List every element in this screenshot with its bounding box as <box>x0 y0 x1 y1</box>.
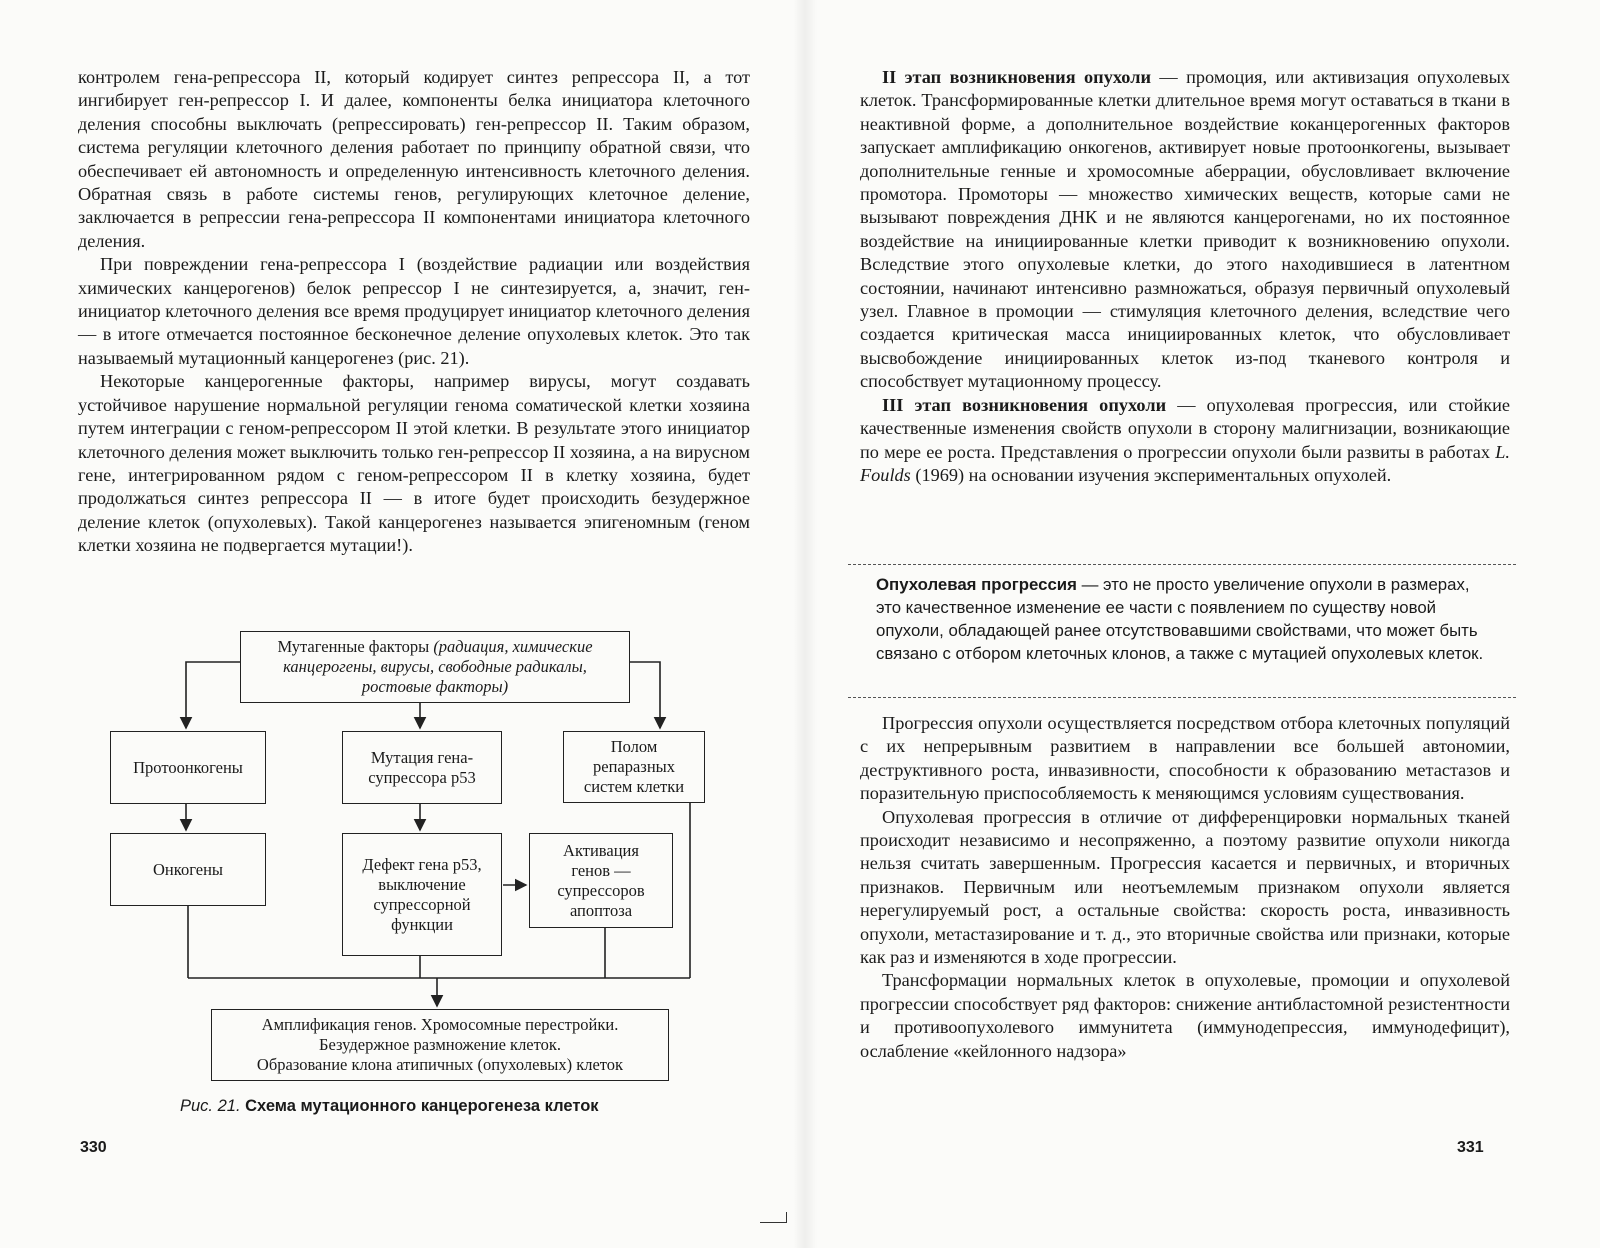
left-paragraph-1: контролем гена-репрессора II, который кодирует синтез репрессора II, а тот ингибирует ген-репрессор I. И далее, компоненты белка инициатора клеточного деления способны выключать (репрессировать) ген-репрессор II. Таким образом, система регуляции клеточного деления работает по принципу обратной связи, что обеспечивает ей автономность и определенную интенсивность клеточного деления. Обратная связь в работе системы генов, регулирующих клеточное деление, заключается в репрессии гена-репрессора II компонентами инициатора клеточного деления. <box>78 67 750 251</box>
diagram-box-p53-defect <box>342 833 502 956</box>
diagram-box-apoptosis-suppressors <box>529 833 673 928</box>
p53-defect-label: Дефект гена p53, выключение супрессорной функции <box>362 854 482 934</box>
diagram-box-gene-amplification <box>211 1009 669 1081</box>
amplification-line-2: Безудержное размножение клеток. <box>318 1035 562 1054</box>
stage-3-text-after: (1969) на основании изучения экспериментальных опухолей. <box>910 464 1392 485</box>
p53-mutation-label: Мутация гена-супрессора p53 <box>368 747 476 787</box>
left-text-column <box>78 66 750 558</box>
stage-3-paragraph <box>860 394 1510 488</box>
left-page <box>0 0 790 1248</box>
definition-callout <box>848 564 1516 698</box>
definition-term: Опухолевая прогрессия <box>876 575 1077 594</box>
oncogenes-label: Онкогены <box>153 859 223 879</box>
mutagenic-examples: (радиация, химические канцерогены, вирусы, свободные радикалы, ростовые факторы) <box>283 637 593 696</box>
book-gutter <box>793 0 817 1248</box>
left-paragraph-3: Некоторые канцерогенные факторы, например вирусы, могут создавать устойчивое нарушение нормальной регуляции генома соматической клетки хозяина путем интеграции с геном-репрессором II этой клетки. В результате этого инициатор клеточного деления может выключить только ген-репрессор II хозяина, а на вирусном гене, интегрированном рядом с геном-репрессором II в клетку хозяина, будет продолжаться синтез репрессора II — в итоге будет происходить безудержное деление клеток (опухолевых). Такой канцерогенез называется эпигеномным (геном клетки хозяина не подвергается мутации!). <box>78 371 750 556</box>
amplification-line-3: Образование клона атипичных (опухолевых) клеток <box>256 1055 624 1074</box>
definition-body: — это не просто увеличение опухоли в размерах, это качественное изменение ее части с появлением по существу новой опухоли, обладающей ранее отсутствовавшими свойствами, что может быть связано с отбором клеточных клонов, а также с мутацией опухолевых клеток. <box>876 575 1484 663</box>
stage-3-author: L. Foulds <box>860 441 1510 485</box>
repair-failure-label: Полом репаразных систем клетки <box>583 737 685 796</box>
definition-text <box>876 573 1488 665</box>
figure-caption-prefix: Рис. 21. <box>180 1097 241 1115</box>
left-paragraph-2: При повреждении гена-репрессора I (воздействие радиации или воздействия химических канцерогенов) белок репрессор I не синтезируется, а, значит, ген-инициатор клеточного деления все время продуцирует инициатор клеточного деления — в итоге отмечается постоянное бесконечное деление опухолевых клеток. Это так называемый мутационный канцерогенез (рис. 21). <box>78 254 750 368</box>
stage-2-paragraph <box>860 66 1510 394</box>
page-number-left: 330 <box>80 1139 107 1156</box>
right-paragraph-1: Прогрессия опухоли осуществляется посредством отбора клеточных популяций с их непрерывным развитием в направлении все большей автономии, деструктивного роста, инвазивности, способности к образованию метастазов и поразительную приспособляемость к меняющимся условиям существования. <box>860 713 1510 804</box>
spine-mark <box>760 1212 787 1223</box>
figure-caption <box>180 1097 599 1116</box>
right-page <box>820 0 1600 1248</box>
stage-3-heading: III этап возникновения опухоли <box>882 394 1167 415</box>
apoptosis-suppressors-label: Активация генов — супрессоров апоптоза <box>557 840 645 920</box>
right-paragraph-2: Опухолевая прогрессия в отличие от дифференцировки нормальных тканей происходит независимо и несопряженно, а поэтому развитие опухоли никогда нельзя считать завершенным. Прогрессия касается и первичных, и вторичных признаков. Первичным или неотъемлемым признаком опухоли является нерегулируемый рост, а остальные свойства: скорость роста, инвазивность опухоли, метастазирование и т. д., это вторичные свойства или признаки, которые как раз и изменяются в ходе прогрессии. <box>860 806 1510 968</box>
diagram-box-oncogenes <box>110 833 266 906</box>
right-text-column-bottom <box>860 712 1510 1063</box>
diagram-box-repair-failure <box>563 731 705 803</box>
amplification-line-1: Амплификация генов. Хромосомные перестройки. <box>261 1015 619 1034</box>
page-number-right: 331 <box>1457 1139 1484 1156</box>
right-paragraph-3: Трансформации нормальных клеток в опухолевые, промоции и опухолевой прогрессии способствует ряд факторов: снижение антибластомной резистентности и противоопухолевого иммунитета (иммунодепрессия, иммунодефицит), ослабление «кейлонного надзора» <box>860 970 1510 1061</box>
diagram-box-protooncogenes <box>110 731 266 804</box>
stage-2-text: — промоция, или активизация опухолевых клеток. Трансформированные клетки длительное время могут оставаться в ткани в неактивной форме, а дополнительное воздействие коканцерогенных факторов запускает амплификацию онкогенов, активирует новые протоонкогены, вызывает дополнительные генные и хромосомные аберрации, обусловливает включение промотора. Промоторы — множество химических веществ, которые сами не вызывают повреждения ДНК и не являются канцерогенами, но их постоянное воздействие на инициированные клетки приводит к возникновению опухоли. Вследствие этого опухолевые клетки, до этого находившиеся в латентном состоянии, начинают интенсивно размножаться, образуя первичный опухолевый узел. Главное в промоции — стимуляция клеточного деления, вследствие чего создается критическая масса инициированных клеток, что обусловливает высвобождение инициированных клеток из-под тканевого контроля и способствует мутационному процессу. <box>860 67 1510 392</box>
right-text-column-top <box>860 66 1510 487</box>
stage-3-text-before: — опухолевая прогрессия, или стойкие качественные изменения свойств опухоли в сторону малигнизации, возникающие по мере ее роста. Представления о прогрессии опухоли были развиты в работах <box>860 394 1510 462</box>
mutagenic-lead: Мутагенные факторы <box>277 637 434 656</box>
figure-caption-title: Схема мутационного канцерогенеза клеток <box>245 1097 599 1115</box>
diagram-box-mutagenic-factors <box>240 631 630 703</box>
stage-2-heading: II этап возникновения опухоли <box>882 67 1151 87</box>
diagram-box-p53-mutation <box>342 731 502 804</box>
protooncogenes-label: Протоонкогены <box>133 757 243 777</box>
